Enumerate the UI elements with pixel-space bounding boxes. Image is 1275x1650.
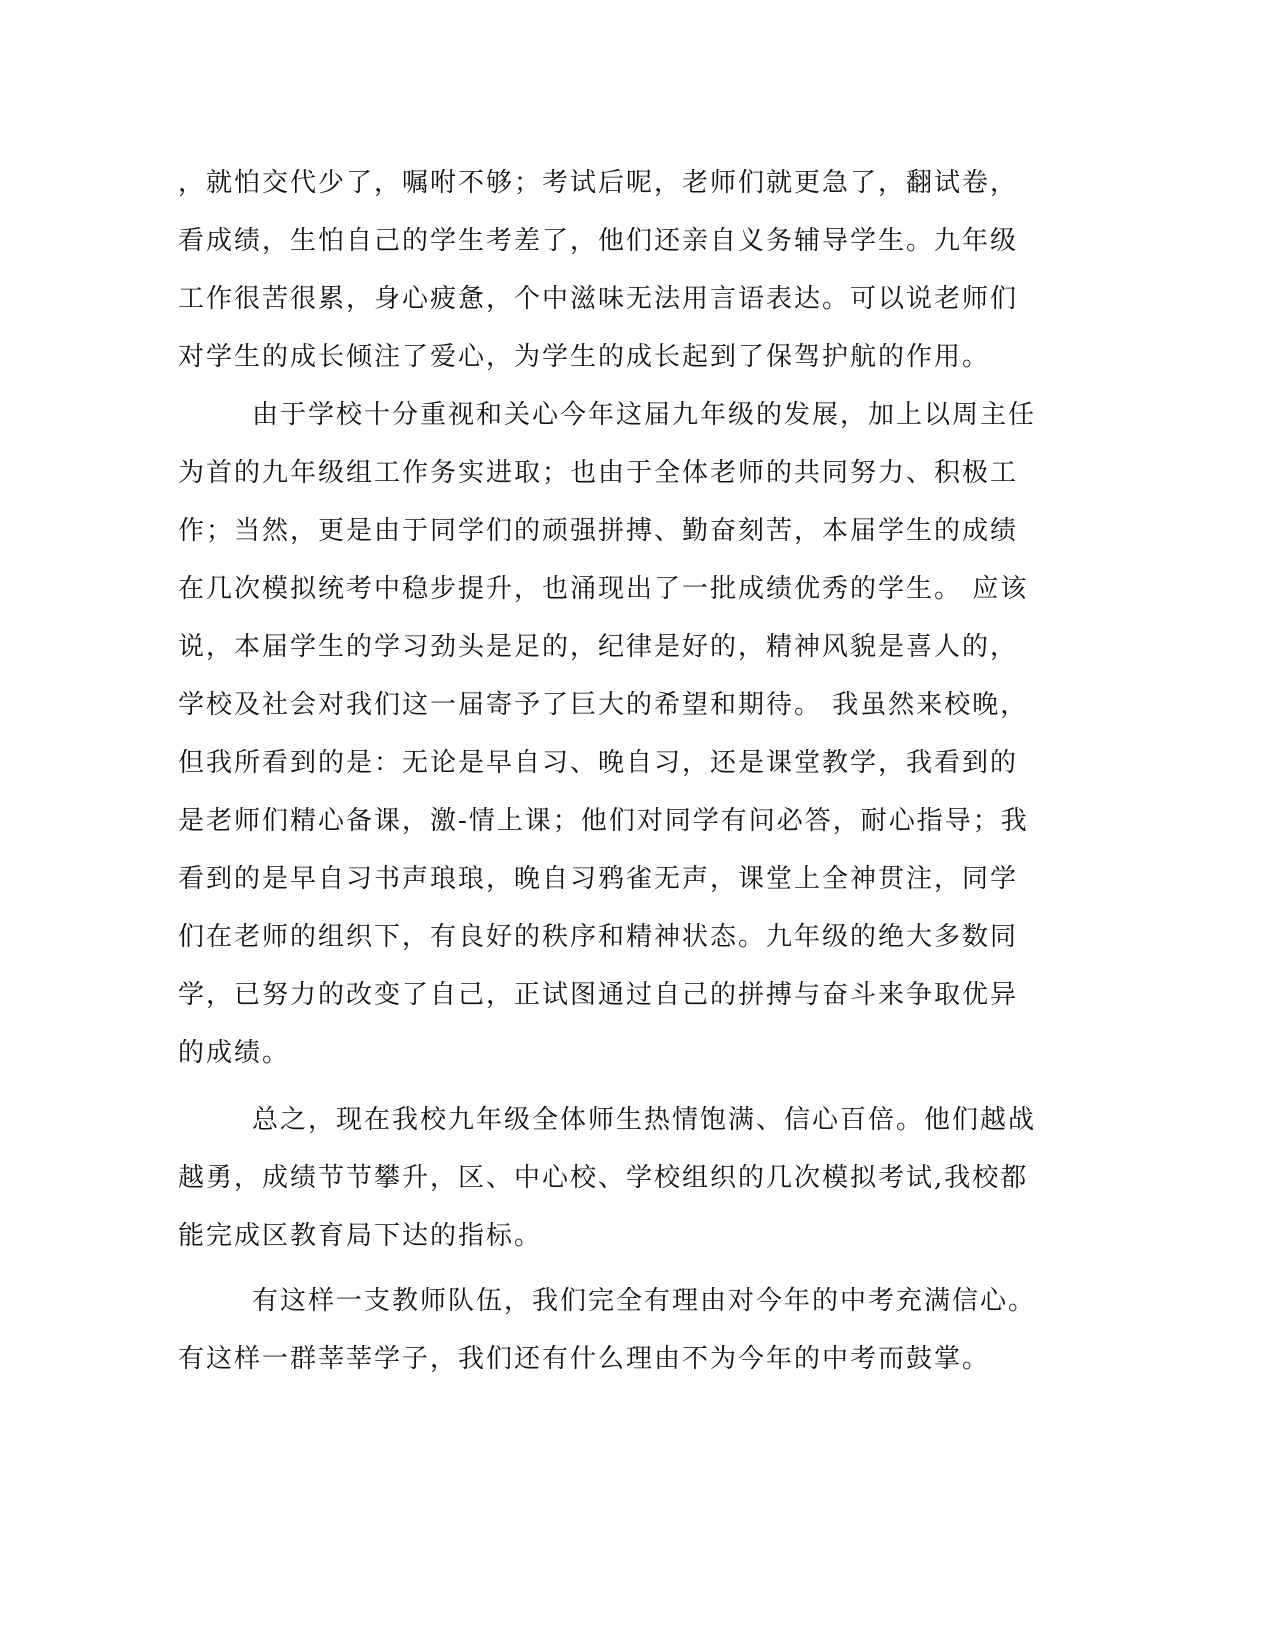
- text-line: [0, 221, 1275, 261]
- text-line: [0, 511, 1275, 551]
- text-line: [0, 1033, 1275, 1073]
- line-text: 有这样一群莘莘学子，我们还有什么理由不为今年的中考而鼓掌。: [178, 1344, 991, 1374]
- text-line: [0, 975, 1275, 1015]
- text-line: [0, 801, 1275, 841]
- line-text: 工作很苦很累，身心疲惫，个中滋味无法用言语表达。可以说老师们: [178, 284, 1019, 314]
- line-text: 能完成区教育局下达的指标。: [178, 1221, 543, 1251]
- text-line: [0, 917, 1275, 957]
- text-line: [0, 859, 1275, 899]
- text-line: [0, 685, 1275, 725]
- line-text: 学，已努力的改变了自己，正试图通过自己的拼搏与奋斗来争取优异: [178, 980, 1019, 1010]
- text-line: [0, 1339, 1275, 1379]
- line-text: 为首的九年级组工作务实进取；也由于全体老师的共同努力、积极工: [178, 458, 1019, 488]
- line-text: 但我所看到的是：无论是早自习、晚自习，还是课堂教学，我看到的: [178, 748, 1019, 778]
- text-line: [0, 453, 1275, 493]
- line-text: 越勇，成绩节节攀升，区、中心校、学校组织的几次模拟考试,我校都: [178, 1163, 1029, 1193]
- line-text: 看到的是早自习书声琅琅，晚自习鸦雀无声，课堂上全神贯注，同学: [178, 864, 1019, 894]
- text-line: [0, 337, 1275, 377]
- line-text: 说，本届学生的学习劲头是足的，纪律是好的，精神风貌是喜人的，: [178, 632, 1019, 662]
- line-text: 们在老师的组织下，有良好的秩序和精神状态。九年级的绝大多数同: [178, 922, 1019, 952]
- text-line: [0, 743, 1275, 783]
- text-line: [0, 279, 1275, 319]
- line-text: 是老师们精心备课，激-情上课；他们对同学有问必答，耐心指导；我: [178, 806, 1029, 836]
- paragraph-first-line: [0, 1100, 1275, 1140]
- line-text: 看成绩，生怕自己的学生考差了，他们还亲自义务辅导学生。九年级: [178, 226, 1019, 256]
- line-text: 的成绩。: [178, 1038, 291, 1068]
- paragraph-first-line: [0, 1281, 1275, 1321]
- text-line: [0, 1158, 1275, 1198]
- line-text: 总之，现在我校九年级全体师生热情饱满、信心百倍。他们越战: [252, 1105, 1037, 1135]
- text-line: [0, 163, 1275, 203]
- line-text: ，就怕交代少了，嘱咐不够；考试后呢，老师们就更急了，翻试卷，: [178, 168, 1019, 198]
- line-text: 在几次模拟统考中稳步提升，也涌现出了一批成绩优秀的学生。 应该: [178, 574, 1029, 604]
- line-text: 作；当然，更是由于同学们的顽强拼搏、勤奋刻苦，本届学生的成绩: [178, 516, 1019, 546]
- line-text: 学校及社会对我们这一届寄予了巨大的希望和期待。 我虽然来校晚，: [178, 690, 1029, 720]
- text-line: [0, 627, 1275, 667]
- text-line: [0, 569, 1275, 609]
- text-line: [0, 1216, 1275, 1256]
- line-text: 由于学校十分重视和关心今年这届九年级的发展，加上以周主任: [252, 400, 1037, 430]
- line-text: 对学生的成长倾注了爱心，为学生的成长起到了保驾护航的作用。: [178, 342, 991, 372]
- paragraph-first-line: [0, 395, 1275, 435]
- line-text: 有这样一支教师队伍，我们完全有理由对今年的中考充满信心。: [252, 1286, 1037, 1316]
